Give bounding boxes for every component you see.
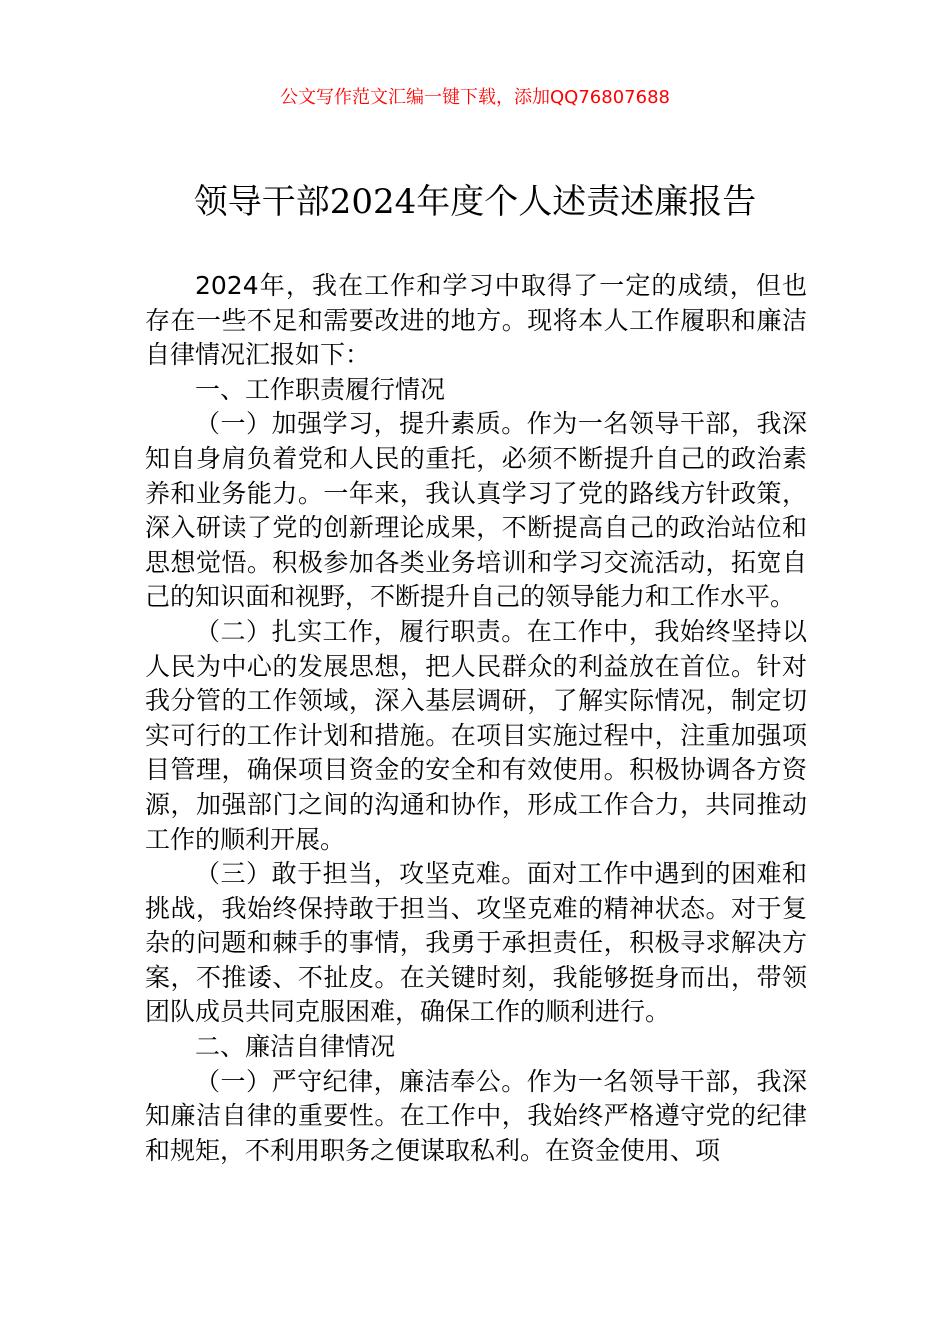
section-heading-1: 一、工作职责履行情况 (195, 374, 446, 404)
section-heading-2: 二、廉洁自律情况 (195, 1032, 396, 1062)
watermark-text: 公文写作范文汇编一键下载，添加QQ76807688 (280, 87, 670, 108)
document-body (145, 269, 807, 1168)
document-title: 领导干部2024年度个人述责述廉报告 (193, 182, 757, 222)
paragraph-discipline: （一）严守纪律，廉洁奉公。作为一名领导干部，我深知廉洁自律的重要性。在工作中，我始终严格遵守党的纪律和规矩，不利用职务之便谋取私利。在资金使用、项 (145, 1066, 807, 1165)
intro-paragraph: 2024年，我在工作和学习中取得了一定的成绩，但也存在一些不足和需要改进的地方。现将本人工作履职和廉洁自律情况汇报如下： (145, 271, 807, 370)
paragraph-study: （一）加强学习，提升素质。作为一名领导干部，我深知自身肩负着党和人民的重托，必须不断提升自己的政治素养和业务能力。一年来，我认真学习了党的路线方针政策，深入研读了党的创新理论成果，不断提高自己的政治站位和思想觉悟。积极参加各类业务培训和学习交流活动，拓宽自己的知识面和视野，不断提升自己的领导能力和工作水平。 (145, 409, 807, 612)
paragraph-responsibility: （三）敢于担当，攻坚克难。面对工作中遇到的困难和挑战，我始终保持敢于担当、攻坚克难的精神状态。对于复杂的问题和棘手的事情，我勇于承担责任，积极寻求解决方案，不推诿、不扯皮。在关键时刻，我能够挺身而出，带领团队成员共同克服困难，确保工作的顺利进行。 (145, 859, 807, 1027)
paragraph-duty: （二）扎实工作，履行职责。在工作中，我始终坚持以人民为中心的发展思想，把人民群众的利益放在首位。针对我分管的工作领域，深入基层调研，了解实际情况，制定切实可行的工作计划和措施。在项目实施过程中，注重加强项目管理，确保项目资金的安全和有效使用。积极协调各方资源，加强部门之间的沟通和协作，形成工作合力，共同推动工作的顺利开展。 (145, 616, 807, 854)
